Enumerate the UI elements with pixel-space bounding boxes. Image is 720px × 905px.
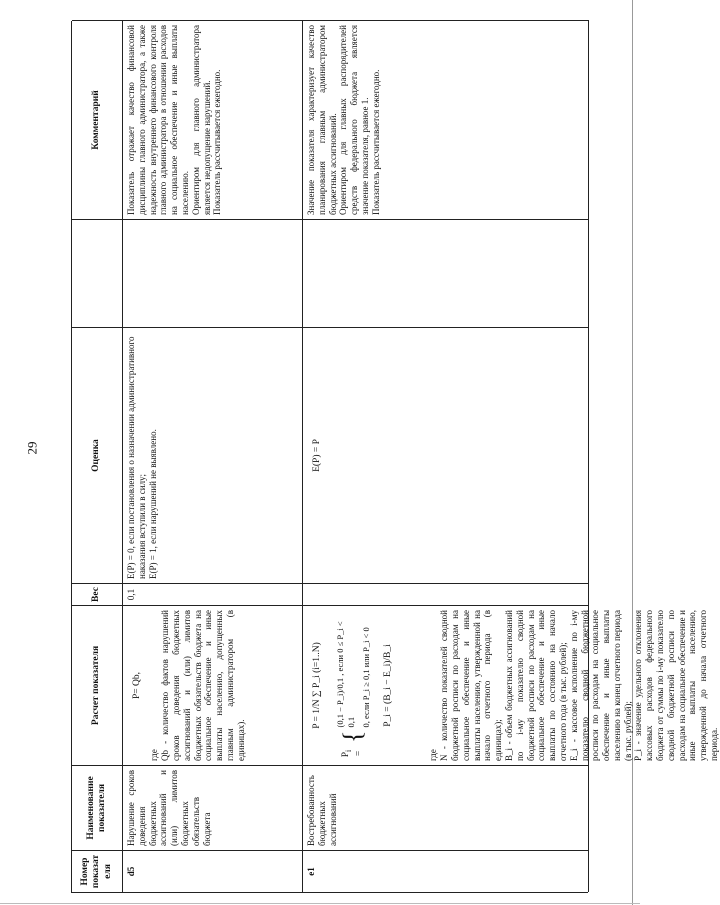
header-num: Номер показат еля [72, 850, 123, 892]
row-e1-desc: N - количество показателей сводной бюджетной росписи по расходам на социальное обеспечение и иные выплаты населению, утвержденной на начало отчетного периода (в единицах); B_i - объем бюджетных ассигнований по i-му показателю сводной бюджетной росписи по расходам на социальное обеспечение и иные выплаты по состоянию на начало отчетного года (в тыс. рублей); E_i - кассовое исполнение по i-му показателю сводной бюджетной росписи по расходам на социальное обеспечение и иные выплаты населению на конец отчетного периода (в тыс. рублей); P_i - значение удельного отклонения кассовых расходов федерального бюджета от суммы по i-му показателю сводной бюджетной росписи по расходам на социальное обеспечение и иные выплаты населению, утвержденной до начала отчетного периода. [439, 610, 720, 761]
row-e1-piece-1: (0,1 − P_i)/0,1 , если 0 ≤ P_i < 0,1 [335, 621, 356, 728]
indicator-table [71, 21, 720, 893]
row-d5-formula: P= Qb, [132, 672, 142, 700]
row-e1-piece-2: 0, если P_i ≥ 0,1 или P_i < 0 [360, 627, 371, 728]
row-d5-name: Нарушение сроков доведения бюджетных ассигнований и (или) лимитов бюджетных обязательств бюджета [123, 765, 303, 850]
row-d5-calc [123, 605, 303, 765]
row-d5-comment: Показатель отражает качество финансовой дисциплины главного администратора, а также надежность внутреннего финансового контроля главного администратора в отношении расходов на социальное обеспечение и иные выплаты населению. Ориентиром для главного администратора является недопущение нарушений. Показатель рассчитывается ежегодно. [123, 20, 303, 219]
scan-edge-bottom [0, 903, 640, 904]
row-e1-piecewise [335, 610, 371, 761]
row-d5-num: d5 [123, 850, 303, 892]
row-d5-where: где [149, 749, 160, 761]
row-d5-weight: 0,1 [123, 583, 303, 605]
brace-glyph: { [338, 730, 368, 743]
page-number: 29 [24, 441, 40, 455]
header-comment: Комментарий [72, 20, 123, 219]
header-name: Наименование показателя [72, 765, 123, 850]
header-weight: Вес [72, 583, 123, 605]
row-e1-eval: E(P) = P [312, 439, 322, 472]
header-calc: Расчет показателя [72, 605, 123, 765]
row-e1-comment: Значение показателя характеризует качество планирования главным администратором бюджетных ассигнований. Ориентиром для главных распорядителей средств федерального бюджета является значение показателя, равное 1. Показатель рассчитывается ежегодно. [303, 20, 589, 219]
row-e1-where: где [428, 749, 439, 761]
row-e1-num: e1 [303, 850, 589, 892]
row-d5-desc: Qb - количество фактов нарушений сроков доведения бюджетных ассигнований и (или) лимитов бюджетных обязательств бюджета на социальное обеспечение и иные выплаты населению, допущенных главным администратором (в единицах). [160, 610, 246, 761]
row-e1-empty [303, 219, 589, 327]
row-e1-weight [303, 583, 589, 605]
header-eval: Оценка [72, 327, 123, 583]
rotated-table-wrapper [71, 21, 720, 893]
formula-pi-label: $P_i$ = [341, 749, 364, 758]
row-e1-pi: P_i = (B_i − E_i)/B_i [382, 644, 393, 727]
scan-edge [632, 0, 633, 905]
row-e1-eval-wrap [303, 327, 589, 583]
row-e1-formula: P = 1/N ∑ P_i (i=1..N) [312, 642, 322, 729]
row-d5-eval: E(P) = 0, если постановления о назначении административного наказания вступили в силу; E(P) = 1, если нарушений не выявлено. [123, 327, 303, 583]
row-e1-calc [303, 605, 720, 765]
row-e1-name: Востребованность бюджетных ассигнований [303, 765, 589, 850]
header-empty [72, 219, 123, 327]
row-d5-empty [123, 219, 303, 327]
